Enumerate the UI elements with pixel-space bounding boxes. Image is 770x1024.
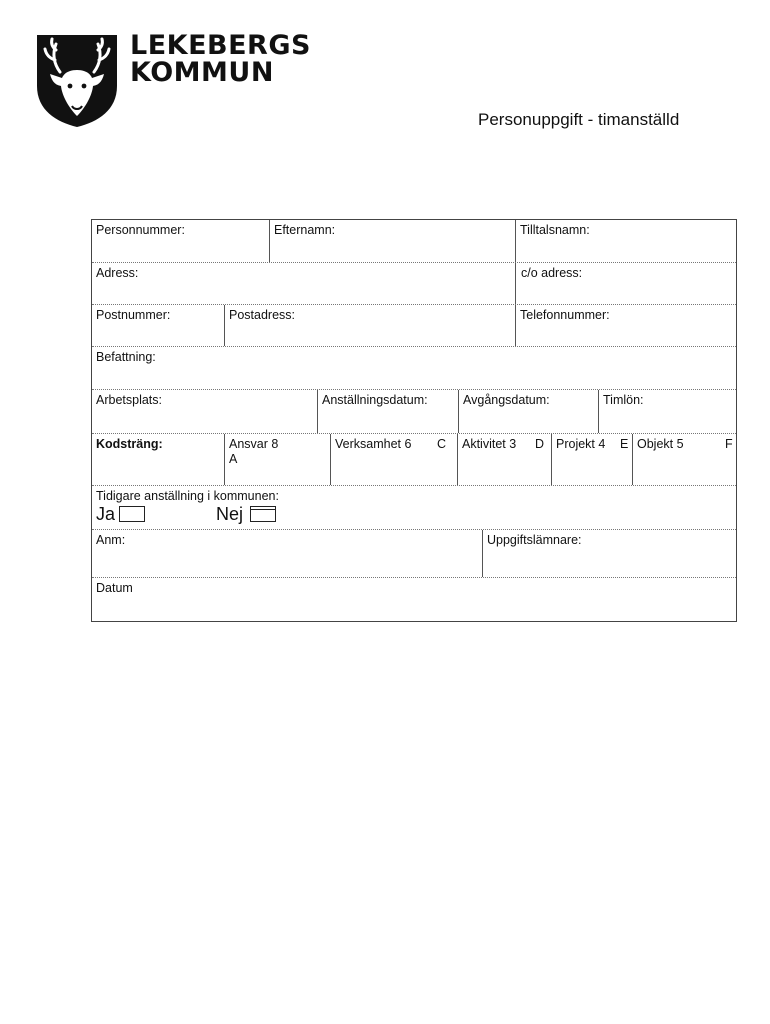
adress-label: Adress:: [96, 266, 139, 280]
form-row-9: [92, 578, 736, 621]
previous-employment-question: Tidigare anställning i kommunen:: [96, 489, 279, 503]
anm-field[interactable]: [92, 530, 482, 577]
form-row-2: [92, 263, 736, 305]
postadress-field[interactable]: [224, 305, 515, 346]
personnummer-field[interactable]: [92, 220, 269, 262]
aktivitet-code-letter: D: [535, 437, 545, 451]
ansvar-code-letter: A: [229, 452, 238, 466]
anstallningsdatum-field[interactable]: [317, 390, 458, 433]
document-title: Personuppgift - timanställd: [478, 110, 680, 129]
kodstrang-label: Kodsträng:: [96, 437, 163, 451]
nej-label: Nej: [216, 504, 244, 524]
projekt-label: Projekt 4: [556, 437, 606, 451]
telefonnummer-field[interactable]: [515, 305, 736, 346]
avgangsdatum-field[interactable]: [458, 390, 598, 433]
nej-checkbox[interactable]: [250, 506, 276, 522]
tilltalsnamn-label: Tilltalsnamn:: [520, 223, 590, 237]
efternamn-label: Efternamn:: [274, 223, 336, 237]
objekt-label: Objekt 5: [637, 437, 684, 451]
verksamhet-field[interactable]: [330, 434, 457, 485]
co-adress-label: c/o adress:: [521, 266, 583, 280]
verksamhet-code-letter: C: [437, 437, 447, 451]
timlon-field[interactable]: [598, 390, 736, 433]
personal-data-form: [91, 219, 737, 622]
projekt-code-letter: E: [620, 437, 629, 451]
coat-of-arms-logo: [36, 34, 118, 128]
org-name-line2: KOMMUN: [130, 57, 274, 88]
objekt-field[interactable]: [632, 434, 736, 485]
befattning-field[interactable]: [92, 347, 736, 389]
form-row-8: [92, 530, 736, 578]
projekt-field[interactable]: [551, 434, 632, 485]
aktivitet-label: Aktivitet 3: [462, 437, 517, 451]
anstallningsdatum-label: Anställningsdatum:: [322, 393, 428, 407]
co-adress-field[interactable]: [515, 263, 736, 304]
efternamn-field[interactable]: [269, 220, 515, 262]
uppgiftslamnare-field[interactable]: [482, 530, 736, 577]
ansvar-label: Ansvar 8: [229, 437, 279, 451]
org-name-line1: LEKEBERGS: [130, 30, 311, 61]
uppgiftslamnare-label: Uppgiftslämnare:: [487, 533, 582, 547]
avgangsdatum-label: Avgångsdatum:: [463, 393, 550, 407]
tilltalsnamn-field[interactable]: [515, 220, 736, 262]
form-row-3: [92, 305, 736, 347]
arbetsplats-label: Arbetsplats:: [96, 393, 163, 407]
ja-label: Ja: [96, 504, 116, 524]
postadress-label: Postadress:: [229, 308, 296, 322]
telefonnummer-label: Telefonnummer:: [520, 308, 610, 322]
personnummer-label: Personnummer:: [96, 223, 185, 237]
ja-checkbox[interactable]: [119, 506, 145, 522]
arbetsplats-field[interactable]: [92, 390, 317, 433]
form-row-4: [92, 347, 736, 390]
verksamhet-label: Verksamhet 6: [335, 437, 412, 451]
aktivitet-field[interactable]: [457, 434, 551, 485]
anm-label: Anm:: [96, 533, 126, 547]
datum-field[interactable]: [92, 578, 736, 621]
postnummer-label: Postnummer:: [96, 308, 171, 322]
postnummer-field[interactable]: [92, 305, 224, 346]
form-row-7: [92, 486, 736, 530]
form-row-5: [92, 390, 736, 434]
kodstrang-label-cell: [92, 434, 224, 485]
organization-name: [130, 32, 311, 86]
befattning-label: Befattning:: [96, 350, 156, 364]
adress-field[interactable]: [92, 263, 515, 304]
datum-label: Datum: [96, 581, 133, 595]
objekt-code-letter: F: [725, 437, 733, 451]
timlon-label: Timlön:: [603, 393, 644, 407]
ansvar-field[interactable]: [224, 434, 330, 485]
previous-employment-cell: [92, 486, 736, 529]
form-row-1: [92, 220, 736, 263]
form-row-6: [92, 434, 736, 486]
